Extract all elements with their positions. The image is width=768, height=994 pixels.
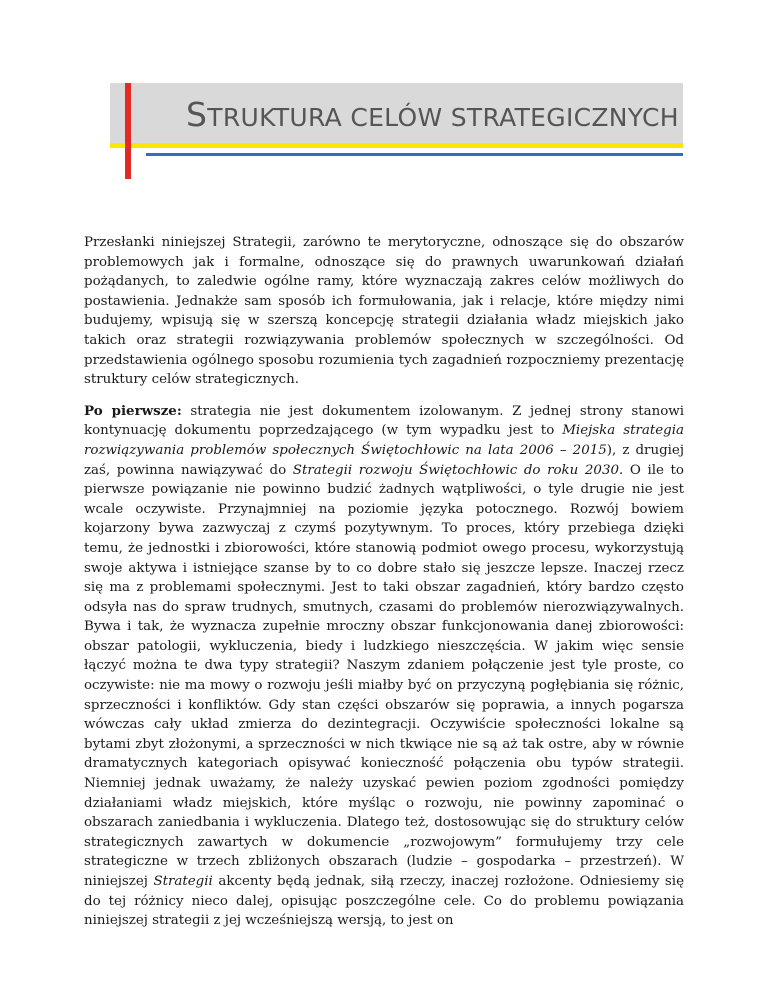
paragraph-lead: Po pierwsze: (84, 402, 182, 419)
italic-title-3: Strategii (153, 874, 213, 889)
title-initial: S (186, 95, 208, 134)
paragraph-intro: Przesłanki niniejszej Strategii, zarówno te merytoryczne, odnoszące się do obszarów problemowych jak i formalne, odnoszące się do prawnych uwarunkowań działań pożądanych, to zaledwie ogólne ramy, które wyznaczają zakres celów możliwych do postawienia. Jednakże sam sposób ich formułowania, jak i relacje, które między nimi budujemy, wpisują się w szerszą koncepcję strategii działania władz miejskich jako takich oraz strategii rozwiązywania problemów społecznych w szczególności. Od przedstawienia ogólnego sposobu rozumienia tych zagadnień rozpoczniemy prezentację struktury celów strategicznych. (84, 235, 684, 388)
yellow-divider-line (110, 143, 683, 148)
page-title (186, 95, 679, 134)
italic-title-1: Miejska strategia rozwiązywania problemów społecznych Świętochłowic na lata 2006 – 2015 (84, 423, 684, 458)
body-text (84, 233, 684, 943)
text-segment: ), z drugiej zaś, powinna nawiązywać do (84, 442, 684, 478)
text-segment: strategia nie jest dokumentem izolowanym. Z jednej strony stanowi kontynuację dokumentu poprzedzającego (w tym wypadku jest to (84, 403, 684, 439)
text-segment: O ile to pierwsze powiązanie nie powinno budzić żadnych wątpliwości, o tyle drugie nie jest wcale oczywiste. Przynajmniej na poziomie języka potocznego. Rozwój bowiem kojarzony bywa zazwyczaj z czymś pozytywnym. To proces, który przebiega dzięki temu, że jednostki i zbiorowości, które stanowią podmiot owego procesu, wykorzystują swoje aktywa i istniejące szanse by to co dobre stało się jeszcze lepsze. Inaczej rzecz się ma z problemami społecznymi. Jest to taki obszar zagadnień, który bardzo często odsyła nas do spraw trudnych, smutnych, czasami do problemów nierozwiązywalnych. Bywa i tak, że wyznacza zupełnie mroczny obszar funkcjonowania danej zbiorowości: obszar patologii, wykluczenia, biedy i ludzkiego nieszczęścia. W jakim więc sensie łączyć można te dwa typy strategii? Naszym zdaniem połączenie jest tyle proste, co oczywiste: nie ma mowy o rozwoju jeśli miałby być on przyczyną pogłębiania się różnic, sprzeczności i konfliktów. Gdy stan części obszarów się poprawia, a innych pogarsza wówczas cały układ zmierza do dezintegracji. Oczywiście społeczności lokalne są bytami zbyt złożonymi, a sprzeczności w nich tkwiące nie są aż tak ostre, aby w równie dramatycznych kategoriach opisywać konieczność połączenia obu typów strategii. Niemniej jednak uważamy, że należy uzyskać pewien poziom zgodności pomiędzy działaniami władz miejskich, które myśląc o rozwoju, nie powinny zapominać o obszarach zaniedbania i wykluczenia. Dlatego też, dostosowując się do struktury celów strategicznych zawartych w dokumencie „rozwojowym” formułujemy trzy cele strategiczne w trzech zbliżonych obszarach (ludzie – gospodarka – przestrzeń). W niniejszej (84, 462, 684, 889)
red-accent-bar (125, 83, 131, 179)
text-segment: akcenty będą jednak, siłą rzeczy, inaczej rozłożone. Odniesiemy się do tej różnicy nieco dalej, opisując poszczególne cele. Co do problemu powiązania niniejszej strategii z jej wcześniejszą wersją, to jest on (84, 874, 685, 929)
blue-divider-line (146, 153, 683, 156)
paragraph-first-point (84, 402, 684, 931)
title-rest: TRUKTURA CELÓW STRATEGICZNYCH (207, 103, 679, 132)
italic-title-2: Strategii rozwoju Świętochłowic do roku 2030. (292, 462, 624, 478)
